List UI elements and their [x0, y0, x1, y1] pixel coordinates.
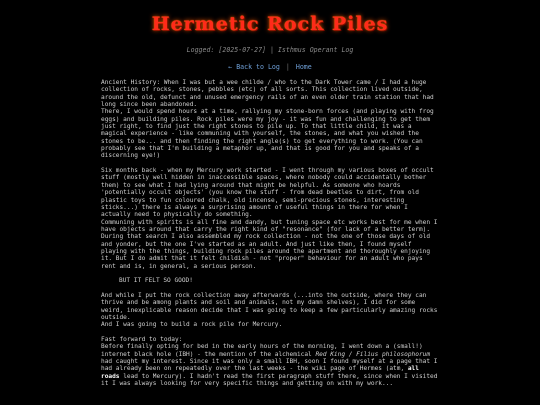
- paragraph-text: Before finally opting for bed in the early hours of the morning, I went down a (small!) internet black hole (IBH) - the mention of the alchemical: [101, 343, 423, 358]
- paragraph-fast-forward: [101, 336, 439, 387]
- nav-separator: |: [285, 63, 290, 71]
- page-title: Hermetic Rock Piles: [151, 13, 389, 35]
- paragraph-text: And while I put the rock collection away afterwards (...into the outside, where they can thrive and be among plants and soil and animals, not my damn shelves), I did for some weird, inexplicable reason decide that I was going to keep a few particularly amazing rocks outside.: [101, 291, 438, 321]
- emphasis-text: Red King / Filius philosophorum: [315, 350, 431, 358]
- paragraph-ancient-history: [101, 79, 439, 160]
- paragraph-text: had caught my interest. Since it was only a small IBH, soon I found myself at a page that I had already been on repeatedly over the last weeks - the wiki page of Hermes (atm,: [101, 358, 438, 373]
- paragraph-text: Six months back - when my Mercury work started - I went through my various boxes of occult stuff (mostly well hidden in inaccessible spaces, where nobody could accidentally bother them) to see what I had lying around that might be helpful. As someone who hoards 'potentially occult objects' (you know the stuff - from dead beetles to dirt, from old plastic toys to fun coloured chalk, old incense, semi-precious stones, interesting sticks...) there is always a surprising amount of useful things in there for when I actually need to physically do something.: [101, 167, 434, 219]
- back-to-log-link[interactable]: ← Back to Log: [228, 63, 280, 71]
- section-heading: Fast forward to today:: [101, 336, 183, 344]
- paragraph-text: Communing with spirits is all fine and dandy, but tuning space etc works best for me when I have objects around that carry the right kind of "resonance" (for lack of a better term).: [101, 218, 438, 233]
- nav-bar: [0, 63, 540, 71]
- home-link[interactable]: Home: [295, 63, 312, 71]
- post-body: [101, 79, 439, 395]
- paragraph-text: lead to Mercury). I hadn't read the first paragraph stuff there, since when I visited it I was always looking for very specific things and getting on with my work...: [101, 372, 438, 388]
- paragraph-text: Ancient History: When I was but a wee childe / who to the Dark Tower came / I had a huge collection of rocks, stones, pebbles (etc) of all sorts. This collection lived outside, around the old, defunct and unused emergency rails of an even older train station that had long since been abandoned.: [101, 79, 434, 109]
- paragraph-text: During that search I also assembled my rock collection - not the one of those days of old and yonder, but the one I've started as an adult. And just like then, I found myself playing with the things, building rock piles around the apartment and thoroughly enjoying it. But I do admit that it felt childish - not "proper" behaviour for an adult who pays rent and is, in general, a serious person.: [101, 233, 431, 270]
- log-date-line: Logged: [2025-07-27] | Isthmus Operant Log: [186, 46, 354, 54]
- paragraph-rock-collection: [101, 292, 439, 329]
- exclamation-line: BUT IT FELT SO GOOD!: [119, 277, 193, 285]
- paragraph-text: There, I would spend hours at a time, rallying my stone-born forces (and playing with frog eggs) and building piles. Rock piles were my joy - it was fun and challenging to get them just right, to find just the right stones to pile up. To that little child, it was a magical experience - like communing with yourself, the stones, and what you wished the stones to be... and then finding the right angle(s) to get everything to work. (You can probably see that I'm building a metaphor up, and that is good for you and speaks of a discerning eye!): [101, 108, 434, 160]
- page-header: [0, 0, 540, 71]
- paragraph-six-months: [101, 167, 439, 270]
- bold-text: all roads: [101, 365, 419, 380]
- paragraph-text: And I was going to build a rock pile for Mercury.: [101, 321, 283, 329]
